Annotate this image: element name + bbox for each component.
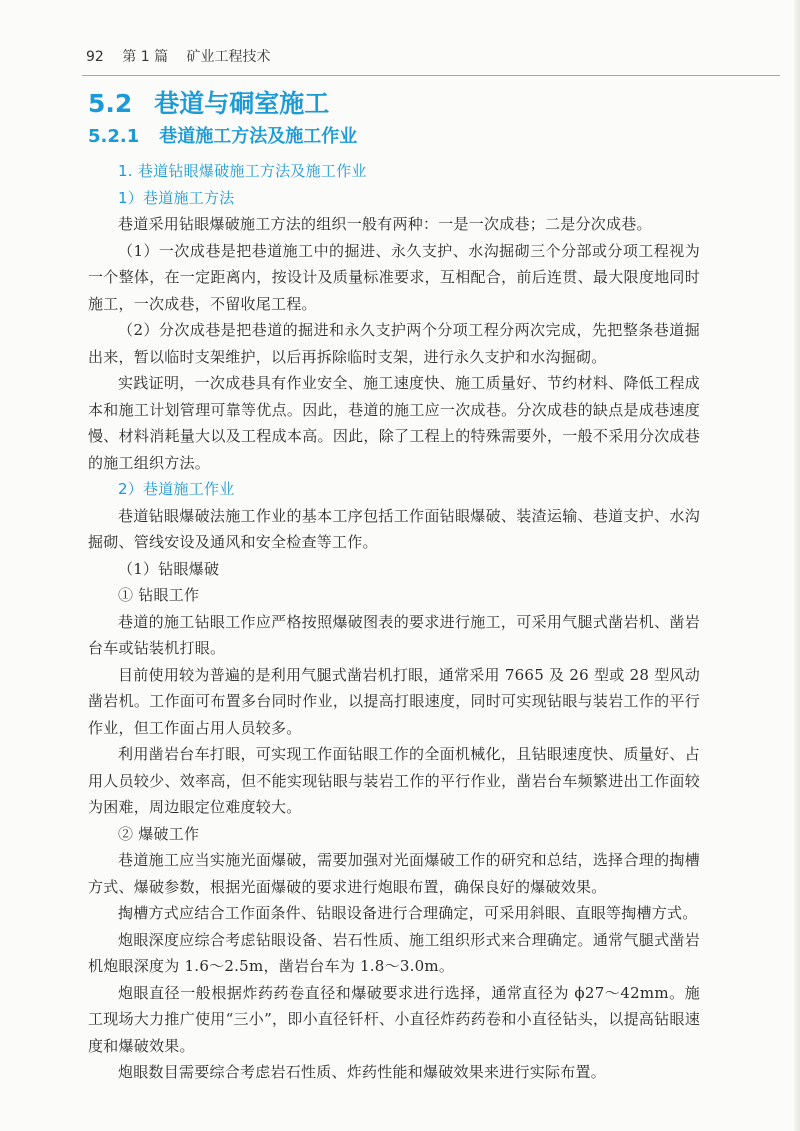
paragraph: （2）分次成巷是把巷道的掘进和永久支护两个分项工程分两次完成，先把整条巷道掘出来，暂以临时支架维护，以后再拆除临时支架，进行永久支护和水沟掘砌。 xyxy=(88,321,700,366)
part-label: 第 1 篇 xyxy=(122,49,169,65)
paragraph: 炮眼深度应综合考虑钻眼设备、岩石性质、施工组织形式来合理确定。通常气腿式凿岩机炮眼深度为 1.6～2.5m，凿岩台车为 1.8～3.0m。 xyxy=(88,930,700,975)
running-header xyxy=(86,46,726,70)
paragraph: 巷道施工应当实施光面爆破，需要加强对光面爆破工作的研究和总结，选择合理的掏槽方式、爆破参数，根据光面爆破的要求进行炮眼布置，确保良好的爆破效果。 xyxy=(88,851,700,896)
subheading: ② 爆破工作 xyxy=(118,824,200,843)
subsection-title-text: 巷道施工方法及施工作业 xyxy=(159,126,358,147)
section-number: 5.2 xyxy=(88,89,133,118)
part-title: 矿业工程技术 xyxy=(186,49,271,65)
paragraph: 实践证明，一次成巷具有作业安全、施工速度快、施工质量好、节约材料、降低工程成本和施工计划管理可靠等优点。因此，巷道的施工应一次成巷。分次成巷的缺点是成巷速度慢、材料消耗量大以及工程成本高。因此，除了工程上的特殊需要外，一般不采用分次成巷的施工组织方法。 xyxy=(88,374,700,472)
heading-level-2: 1）巷道施工方法 xyxy=(118,188,235,207)
subheading: ① 钻眼工作 xyxy=(118,586,200,604)
section-title-text: 巷道与硐室施工 xyxy=(154,89,330,118)
page-number: 92 xyxy=(86,49,104,65)
subsection-title xyxy=(88,122,357,148)
subsection-number: 5.2.1 xyxy=(88,126,140,147)
paragraph: 目前使用较为普遍的是利用气腿式凿岩机打眼，通常采用 7665 及 26 型或 28 型风动凿岩机。工作面可布置多台同时作业，以提高打眼速度，同时可实现钻眼与装岩工作的平行作业，但工作面占用人员较多。 xyxy=(88,665,700,737)
paragraph: 利用凿岩台车打眼，可实现工作面钻眼工作的全面机械化，且钻眼速度快、质量好、占用人员较少、效率高，但不能实现钻眼与装岩工作的平行作业，凿岩台车频繁进出工作面较为困难，周边眼定位难度较大。 xyxy=(88,745,700,816)
paragraph: 掏槽方式应结合工作面条件、钻眼设备进行合理确定，可采用斜眼、直眼等掏槽方式。 xyxy=(118,904,698,922)
heading-level-2: 2）巷道施工作业 xyxy=(118,480,235,498)
paragraph: 炮眼直径一般根据炸药药卷直径和爆破要求进行选择，通常直径为 ϕ27～42mm。施工现场大力推广使用“三小”，即小直径钎杆、小直径炸药药卷和小直径钻头，以提高钻眼速度和爆破效果。 xyxy=(88,983,700,1055)
paragraph: 巷道的施工钻眼工作应严格按照爆破图表的要求进行施工，可采用气腿式凿岩机、凿岩台车或钻装机打眼。 xyxy=(88,612,700,657)
body-text xyxy=(88,158,700,1086)
paragraph: （1）一次成巷是把巷道施工中的掘进、永久支护、水沟掘砌三个分部或分项工程视为一个整体，在一定距离内，按设计及质量标准要求，互相配合，前后连贯、最大限度地同时施工，一次成巷，不留收尾工程。 xyxy=(88,241,700,313)
paragraph: 巷道采用钻眼爆破施工方法的组织一般有两种：一是一次成巷；二是分次成巷。 xyxy=(118,215,652,233)
subheading: （1）钻眼爆破 xyxy=(118,559,220,578)
paragraph: 炮眼数目需要综合考虑岩石性质、炸药性能和爆破效果来进行实际布置。 xyxy=(118,1063,607,1081)
page-edge-shadow xyxy=(794,0,800,1131)
section-title xyxy=(88,84,329,120)
header-rule xyxy=(82,75,780,76)
paragraph: 巷道钻眼爆破法施工作业的基本工序包括工作面钻眼爆破、装渣运输、巷道支护、水沟掘砌、管线安设及通风和安全检查等工作。 xyxy=(88,506,700,551)
heading-level-1: 1. 巷道钻眼爆破施工方法及施工作业 xyxy=(118,162,367,180)
